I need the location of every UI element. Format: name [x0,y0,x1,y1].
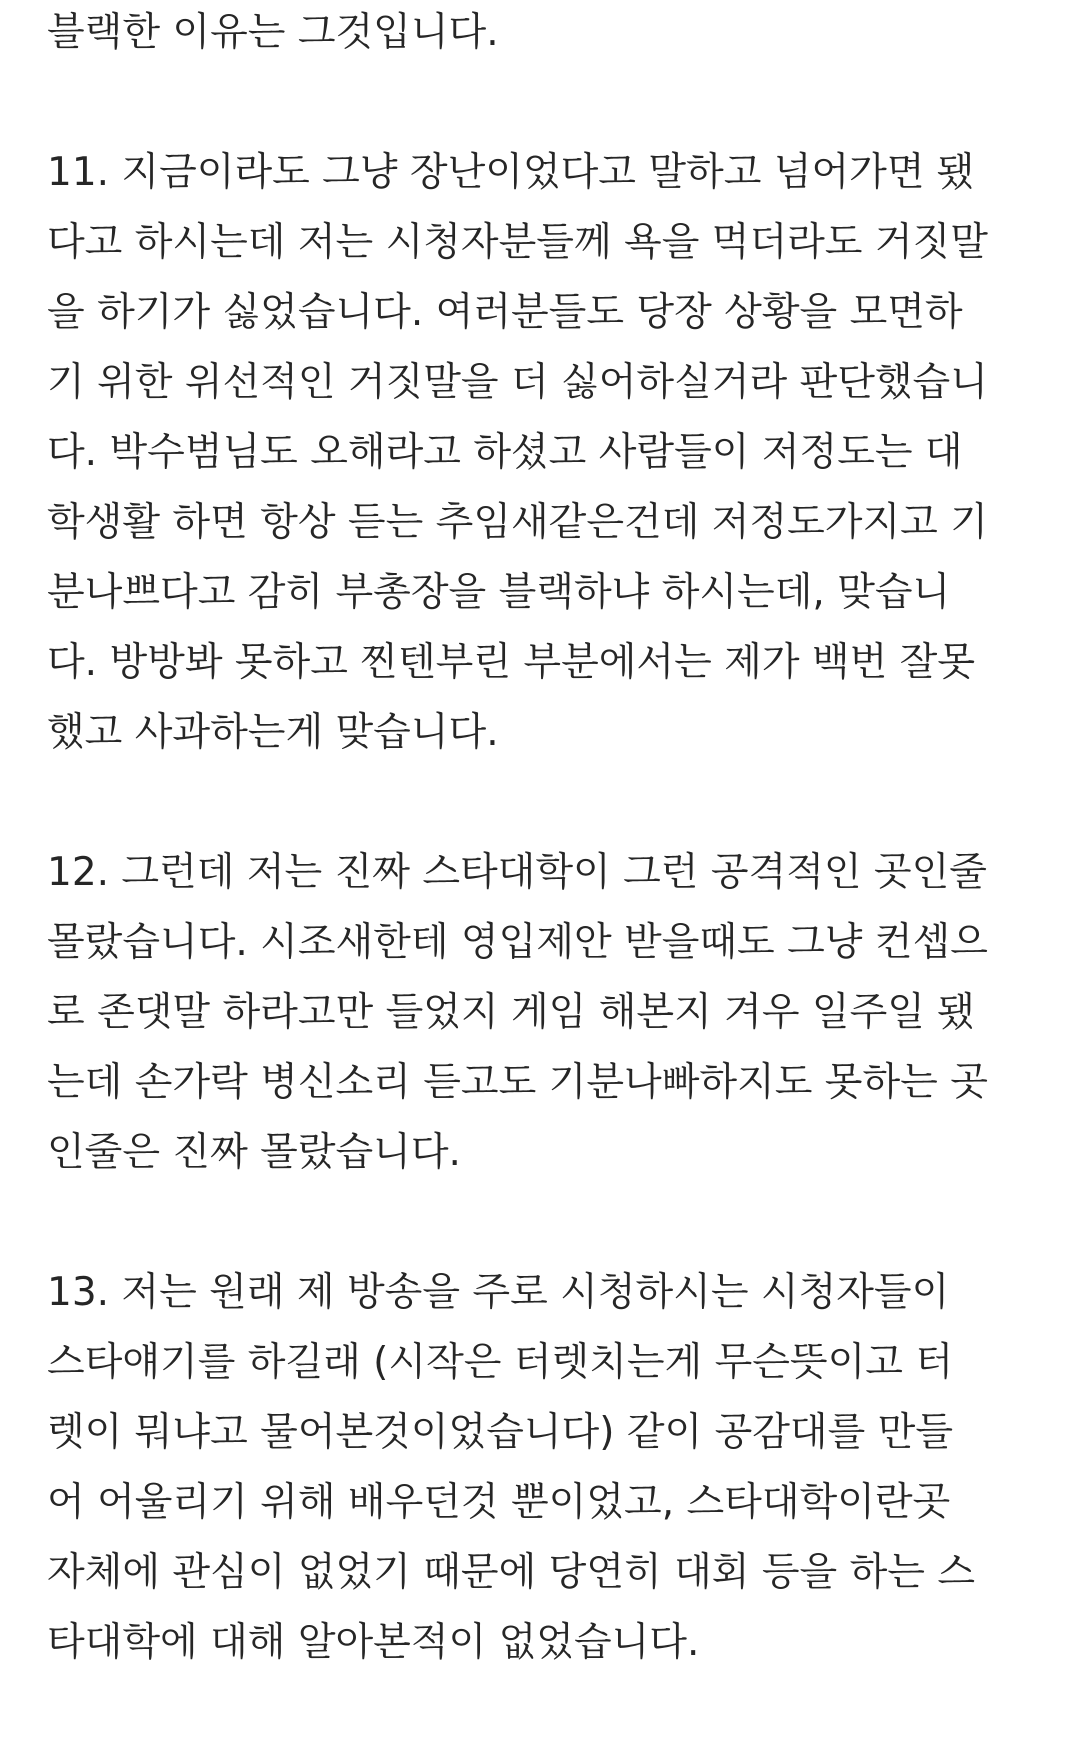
text-line: 자체에 관심이 없었기 때문에 당연히 대회 등을 하는 스 [47,1550,976,1595]
paragraph-gap [47,1188,1057,1258]
paragraph [47,138,1057,768]
text-line: 어 어울리기 위해 배우던것 뿐이었고, 스타대학이란곳 [47,1480,951,1525]
text-line: 했고 사과하는게 맞습니다. [47,710,499,755]
text-line: 타대학에 대해 알아본적이 없었습니다. [47,1620,700,1665]
text-line: 인줄은 진짜 몰랐습니다. [47,1130,461,1175]
text-line: 12. 그런데 저는 진짜 스타대학이 그런 공격적인 곳인줄 [47,850,987,895]
text-line: 로 존댓말 하라고만 들었지 게임 해본지 겨우 일주일 됐 [47,990,976,1035]
text-line: 렛이 뭐냐고 물어본것이었습니다) 같이 공감대를 만들 [47,1410,954,1455]
text-line: 을 하기가 싫었습니다. 여러분들도 당장 상황을 모면하 [47,290,963,335]
paragraph-gap [47,768,1057,838]
text-line: 11. 지금이라도 그냥 장난이었다고 말하고 넘어가면 됐 [47,150,975,195]
text-line: 기 위한 위선적인 거짓말을 더 싫어하실거라 판단했습니 [47,360,988,405]
text-line: 학생활 하면 항상 듣는 추임새같은건데 저정도가지고 기 [47,500,988,545]
paragraph-gap [47,68,1057,138]
text-line: 몰랐습니다. 시조새한테 영입제안 받을때도 그냥 컨셉으 [47,920,988,965]
paragraph [47,1258,1057,1678]
paragraph [47,0,1057,68]
text-line: 블랙한 이유는 그것입니다. [47,10,499,55]
text-line: 는데 손가락 병신소리 듣고도 기분나빠하지도 못하는 곳 [47,1060,988,1105]
document-body [47,0,1057,1678]
text-line: 다. 박수범님도 오해라고 하셨고 사람들이 저정도는 대 [47,430,963,475]
text-line: 스타얘기를 하길래 (시작은 터렛치는게 무슨뜻이고 터 [47,1340,954,1385]
text-line: 13. 저는 원래 제 방송을 주로 시청하시는 시청자들이 [47,1270,950,1315]
text-line: 다고 하시는데 저는 시청자분들께 욕을 먹더라도 거짓말 [47,220,988,265]
text-line: 분나쁘다고 감히 부총장을 블랙하냐 하시는데, 맞습니 [47,570,951,615]
paragraph [47,838,1057,1188]
text-line: 다. 방방봐 못하고 찐텐부린 부분에서는 제가 백번 잘못 [47,640,976,685]
